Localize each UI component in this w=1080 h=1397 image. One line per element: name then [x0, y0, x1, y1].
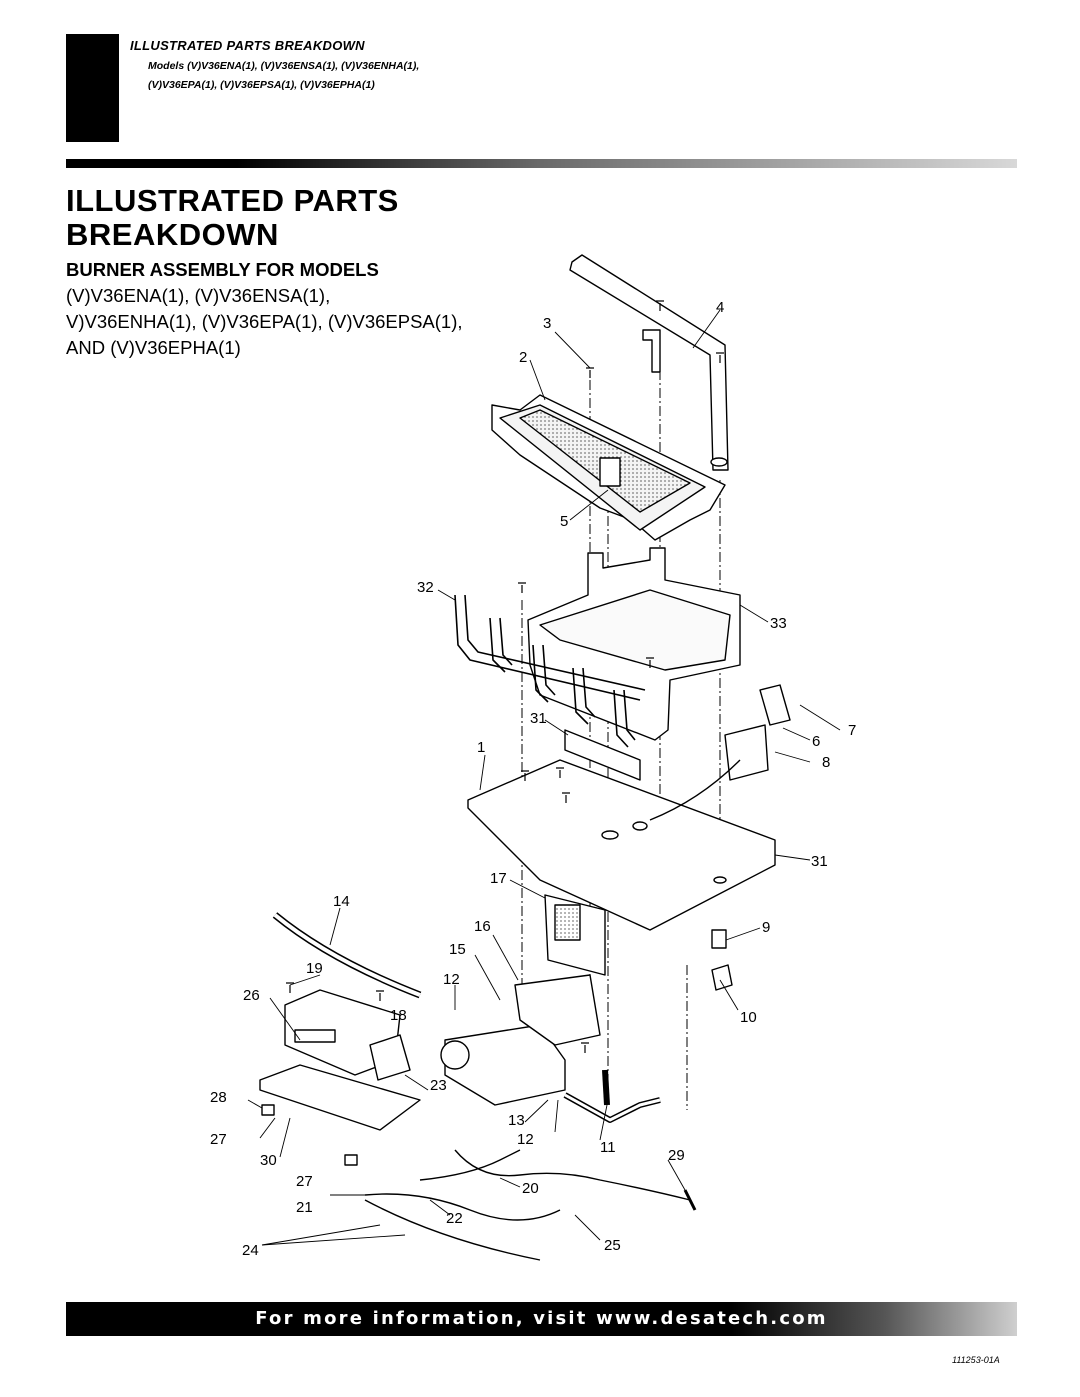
callout-2: 2: [519, 349, 528, 366]
callout-15: 15: [449, 941, 466, 958]
callout-26: 26: [243, 987, 260, 1004]
callout-31b: 31: [811, 853, 828, 870]
callout-31a: 31: [530, 710, 547, 727]
assembly-heading-line1: BURNER ASSEMBLY FOR MODELS: [66, 259, 379, 280]
callout-10: 10: [740, 1009, 757, 1026]
footer-bar: [66, 1302, 1017, 1336]
callout-13: 13: [508, 1112, 525, 1129]
page-title-line2: BREAKDOWN: [66, 217, 279, 252]
callout-4: 4: [716, 299, 725, 316]
callout-7: 7: [848, 722, 857, 739]
callout-19: 19: [306, 960, 323, 977]
callout-25: 25: [604, 1237, 621, 1254]
header-section-title: ILLUSTRATED PARTS BREAKDOWN: [130, 38, 365, 53]
callout-6: 6: [812, 733, 821, 750]
callout-12a: 12: [443, 971, 460, 988]
callout-23: 23: [430, 1077, 447, 1094]
assembly-heading-line2: (V)V36ENA(1), (V)V36ENSA(1),: [66, 285, 331, 306]
callout-27b: 27: [296, 1173, 313, 1190]
callout-9: 9: [762, 919, 771, 936]
callout-32: 32: [417, 579, 434, 596]
callout-5: 5: [560, 513, 569, 530]
callout-16: 16: [474, 918, 491, 935]
callout-29: 29: [668, 1147, 685, 1164]
callout-14: 14: [333, 893, 350, 910]
callout-22: 22: [446, 1210, 463, 1227]
assembly-heading-line3: V)V36ENHA(1), (V)V36EPA(1), (V)V36EPSA(1),: [66, 311, 463, 332]
assembly-heading-line4: AND (V)V36EPHA(1): [66, 337, 241, 358]
callout-21: 21: [296, 1199, 313, 1216]
callout-28: 28: [210, 1089, 227, 1106]
document-number: 111253-01A: [952, 1355, 1000, 1365]
callout-27a: 27: [210, 1131, 227, 1148]
callout-30: 30: [260, 1152, 277, 1169]
header-models-line1: Models (V)V36ENA(1), (V)V36ENSA(1), (V)V36ENHA(1),: [148, 60, 420, 72]
footer-website-text: For more information, visit www.desatech.com: [255, 1308, 828, 1329]
callout-11: 11: [600, 1139, 616, 1156]
callout-8: 8: [822, 754, 831, 771]
page-title-line1: ILLUSTRATED PARTS: [66, 183, 399, 218]
callout-18: 18: [390, 1007, 407, 1024]
callout-3: 3: [543, 315, 552, 332]
callout-24: 24: [242, 1242, 259, 1259]
callout-12b: 12: [517, 1131, 534, 1148]
callout-17: 17: [490, 870, 507, 887]
callout-33: 33: [770, 615, 787, 632]
header-models-line2: (V)V36EPA(1), (V)V36EPSA(1), (V)V36EPHA(1): [148, 79, 375, 91]
callout-20: 20: [522, 1180, 539, 1197]
callout-1: 1: [477, 739, 486, 756]
